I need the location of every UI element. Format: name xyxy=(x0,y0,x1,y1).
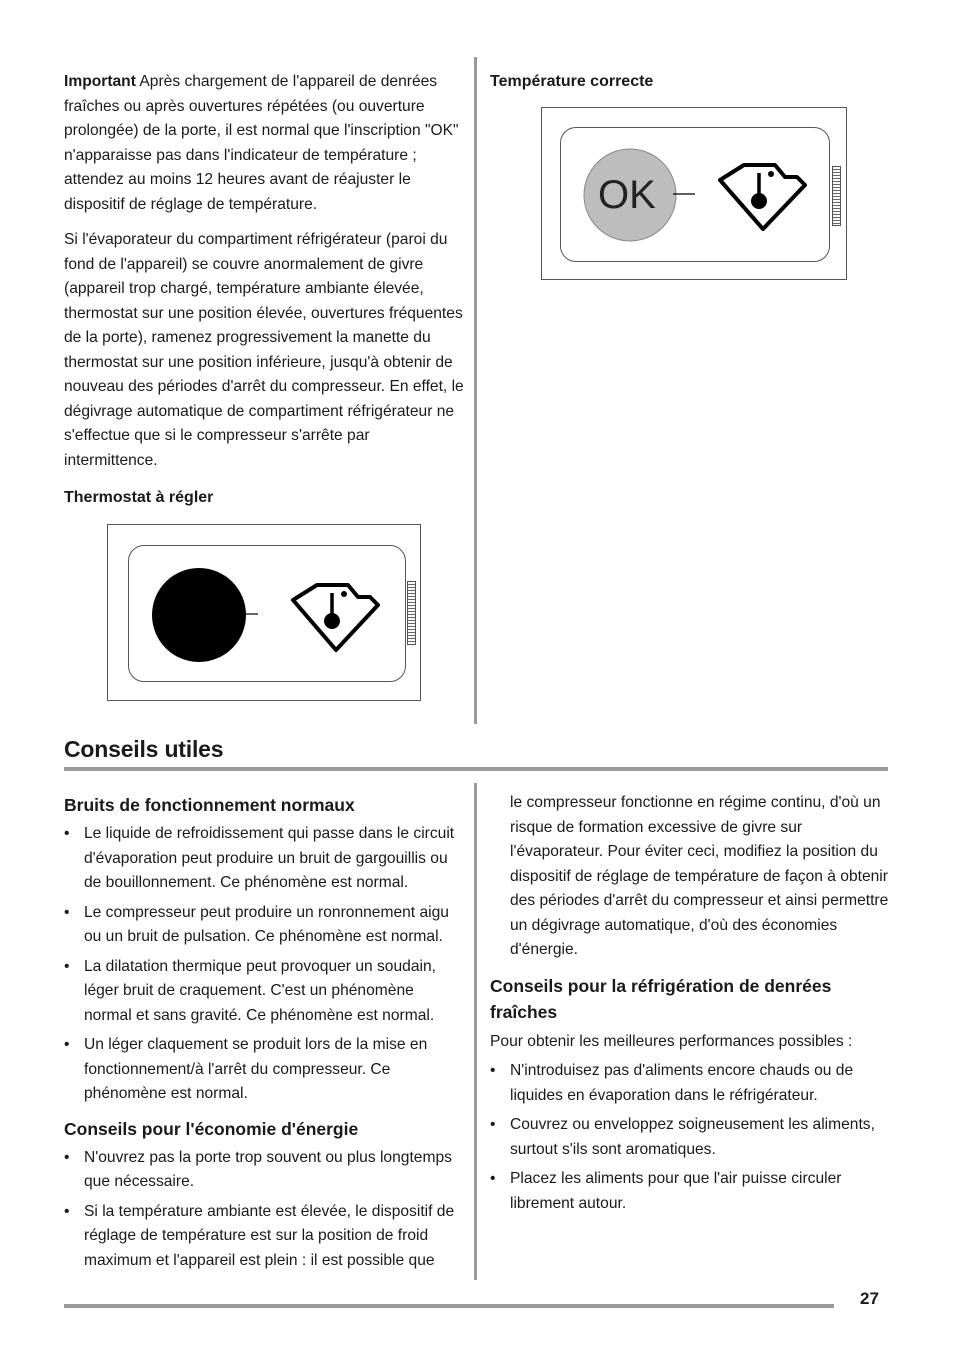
left-top-column xyxy=(64,70,464,511)
ok-indicator-svg xyxy=(542,108,846,279)
noise-list xyxy=(64,822,464,1107)
thermometer-dot xyxy=(341,591,347,597)
column-divider-top xyxy=(474,57,477,724)
indicator-slot-ok xyxy=(832,166,841,226)
list-item: • Placez les aliments pour que l'air puisse circuler librement autour. xyxy=(490,1167,890,1216)
list-item: • Un léger claquement se produit lors de la mise en fonctionnement/à l'arrêt du compresseur. Ce phénomène est normal. xyxy=(64,1033,464,1107)
list-item: • Le liquide de refroidissement qui passe dans le circuit d'évaporation peut produire un bruit de gargouillis ou de bouillonnement. Ce phénomène est normal. xyxy=(64,822,464,896)
evaporator-paragraph: Si l'évaporateur du compartiment réfrigérateur (paroi du fond de l'appareil) se couvre anormalement de givre (appareil trop chargé, température ambiante élevée, thermostat sur une position élevée, ouvertures fréquentes de la porte), ramenez progressivement la manette du thermostat sur une position inférieure, jusqu'à obtenir de nouveau des périodes d'arrêt du compresseur. En effet, le dégivrage automatique de compartiment réfrigérateur ne s'effectue que si le compresseur s'arrête par intermittence. xyxy=(64,231,464,469)
footer-rule xyxy=(64,1304,834,1308)
important-paragraph xyxy=(64,70,464,217)
left-bottom-column xyxy=(64,792,464,1273)
list-item: • N'introduisez pas d'aliments encore chauds ou de liquides en évaporation dans le réfrigérateur. xyxy=(490,1059,890,1108)
thermometer-bulb-ok xyxy=(751,193,767,209)
section-title: Conseils utiles xyxy=(64,736,224,762)
column-divider-bottom xyxy=(474,783,477,1280)
thermostat-indicator-svg xyxy=(108,525,420,700)
thermostat-figure xyxy=(107,524,421,701)
right-bottom-column xyxy=(490,791,890,1216)
right-top-column xyxy=(490,70,890,95)
dark-indicator-dot xyxy=(152,568,246,662)
energy-heading: Conseils pour l'économie d'énergie xyxy=(64,1118,359,1139)
list-item: • Le compresseur peut produire un ronronnement aigu ou un bruit de pulsation. Ce phénomène est normal. xyxy=(64,901,464,950)
thermostat-figure-label: Thermostat à régler xyxy=(64,489,214,506)
correct-temp-figure-label: Température correcte xyxy=(490,73,654,90)
energy-list xyxy=(64,1146,464,1274)
fresh-food-list xyxy=(490,1059,890,1216)
ok-label: OK xyxy=(598,173,656,217)
list-item: • Couvrez ou enveloppez soigneusement les aliments, surtout s'ils sont aromatiques. xyxy=(490,1113,890,1162)
important-text: Après chargement de l'appareil de denrées fraîches ou après ouvertures répétées (ou ouverture prolongée) de la porte, il est normal que l'inscription "OK" n'apparaisse pas dans l'indicateur de température ; attendez au moins 12 heures avant de réajuster le dispositif de réglage de température. xyxy=(64,73,459,213)
fresh-food-heading: Conseils pour la réfrigération de denrées fraîches xyxy=(490,975,832,1022)
thermometer-bulb xyxy=(324,613,340,629)
important-label: Important xyxy=(64,73,136,90)
list-item: • N'ouvrez pas la porte trop souvent ou plus longtemps que nécessaire. xyxy=(64,1146,464,1195)
page-number: 27 xyxy=(860,1289,879,1308)
section-rule xyxy=(64,767,888,771)
continued-paragraph: le compresseur fonctionne en régime continu, d'où un risque de formation excessive de givre sur l'évaporateur. Pour éviter ceci, modifiez la position du dispositif de réglage de température de façon à obtenir des périodes d'arrêt du compresseur et ainsi permettre un dégivrage automatique, d'où des économies d'énergie. xyxy=(510,794,889,958)
list-item: • Si la température ambiante est élevée, le dispositif de réglage de température est sur la position de froid maximum et l'appareil est plein : il est possible que xyxy=(64,1200,464,1274)
thermometer-dot-ok xyxy=(768,171,774,177)
correct-temperature-figure xyxy=(541,107,847,280)
list-item: • La dilatation thermique peut provoquer un soudain, léger bruit de craquement. C'est un phénomène normal et sans gravité. Ce phénomène est normal. xyxy=(64,955,464,1029)
indicator-slot xyxy=(407,581,416,645)
noise-heading: Bruits de fonctionnement normaux xyxy=(64,795,355,815)
fresh-food-intro: Pour obtenir les meilleures performances possibles : xyxy=(490,1032,853,1050)
